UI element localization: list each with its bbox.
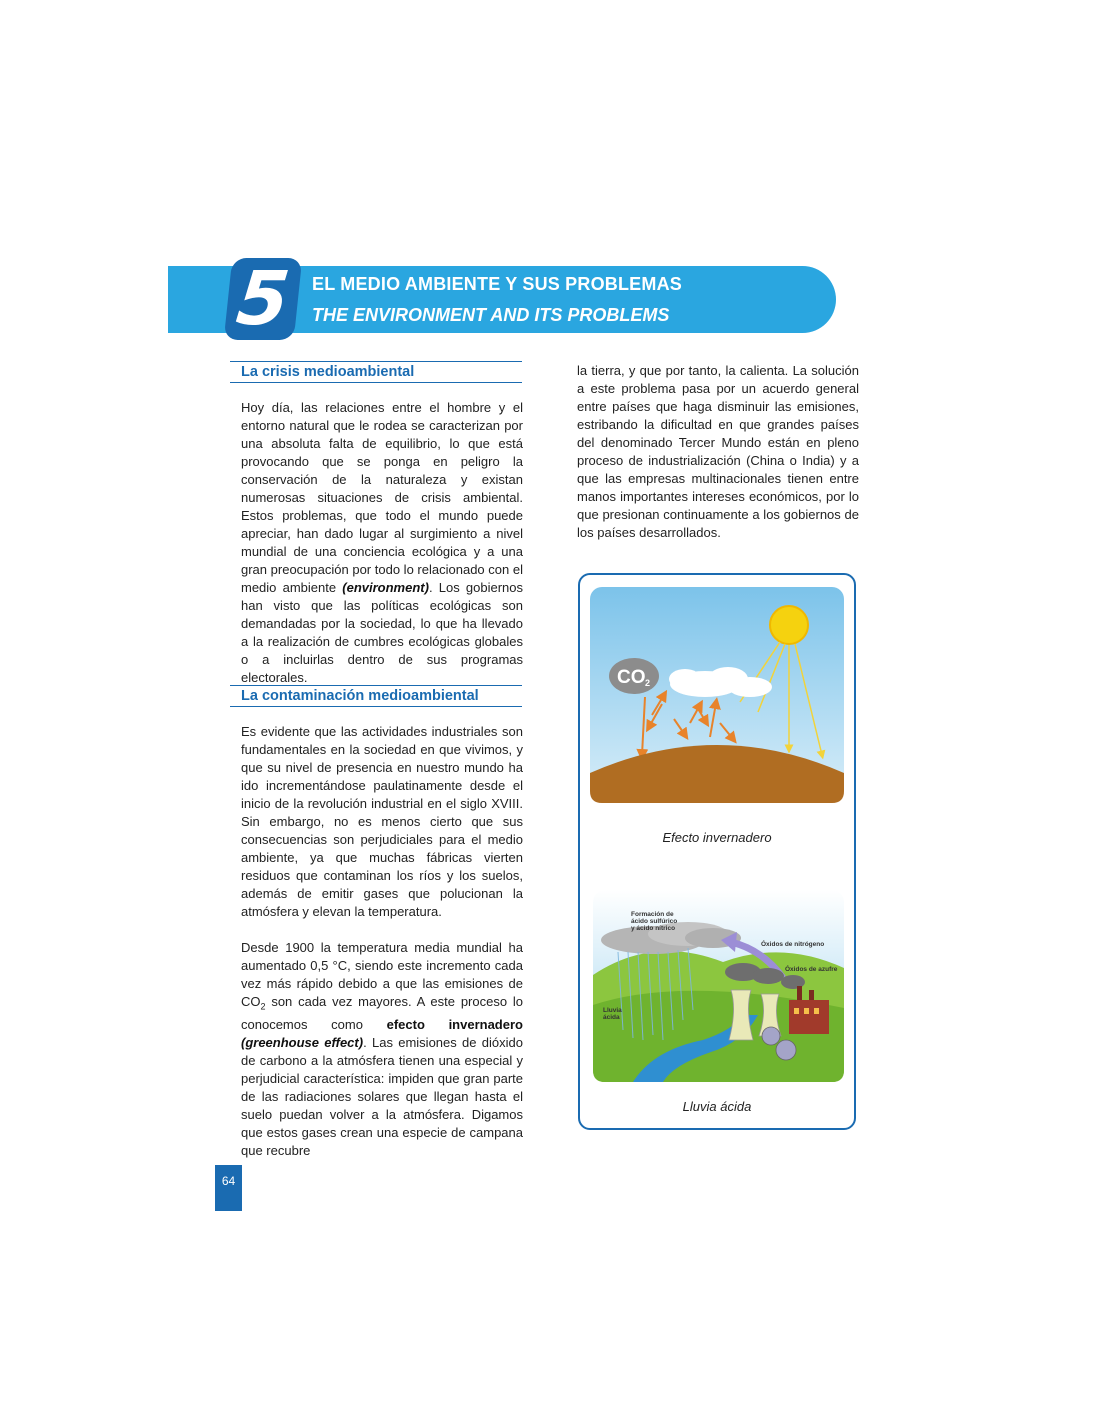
term-greenhouse-es: efecto invernadero: [386, 1016, 523, 1032]
svg-text:2: 2: [645, 678, 651, 688]
chapter-title-es: EL MEDIO AMBIENTE Y SUS PROBLEMAS: [312, 274, 682, 294]
svg-text:Óxidos de nitrógeno: Óxidos de nitrógeno: [761, 941, 825, 948]
svg-text:Lluvia: Lluvia: [603, 1007, 622, 1014]
term-environment: (environment): [342, 580, 429, 595]
paragraph-contamination-2: Desde 1900 la temperatura media mundial ha aumentado 0,5 °C, siendo este incremento cada vez más rápido debido a que las emisiones de $CO_2$ son cada vez mayores. A este proceso lo conocemos como efecto invernadero (greenhouse effect). Las emisiones de dióxido de carbono a la atmósfera tienen una especial y perjudicial característica: impiden que gran parte de las radiaciones solares que llegan hasta el suelo puedan volver a la atmósfera. Digamos que estos gases crean una especie de campana que recubre: [241, 940, 523, 1158]
svg-text:Óxidos de azufre: Óxidos de azufre: [785, 966, 838, 973]
svg-text:Formación de: Formación de: [631, 911, 674, 918]
svg-text:CO: CO: [617, 667, 646, 688]
page-number: 64: [215, 1165, 242, 1211]
chapter-number: 5: [224, 258, 303, 340]
svg-text:ácida: ácida: [603, 1014, 620, 1021]
caption-acid-rain: Lluvia ácida: [682, 1099, 752, 1114]
co2-badge: [609, 658, 659, 694]
section-heading-contamination: La contaminación medioambiental: [230, 685, 522, 707]
paragraph-crisis: Hoy día, las relaciones entre el hombre y el entorno natural que le rodea se caracterizan por una absoluta falta de equilibrio, lo que está provocando que se ponga en peligro la conservación de la naturaleza y existan numerosas situaciones de crisis ambiental. Estos problemas, que todo el mundo puede apreciar, han dado lugar al surgimiento a nivel mundial de una conciencia ecológica y a una gran preocupación por todo lo relacionado con el medio ambiente (environment). Los gobiernos han visto que las políticas ecológicas son demandadas por la sociedad, lo que ha llevado a la realización de cumbres ecológicas globales o a incluirlas dentro de sus programas electorales.: [241, 400, 523, 685]
chapter-title-en: THE ENVIRONMENT AND ITS PROBLEMS: [312, 305, 670, 325]
greenhouse-illustration: [590, 587, 844, 803]
svg-text:y ácido nítrico: y ácido nítrico: [631, 925, 676, 932]
svg-text:ácido sulfúrico: ácido sulfúrico: [631, 918, 678, 925]
caption-greenhouse: Efecto invernadero: [662, 830, 772, 845]
paragraph-contamination-1: Es evidente que las actividades industriales son fundamentales en la sociedad en que vivimos, y que su nivel de presencia en nuestro mundo ha ido incrementándose paulatinamente desde el inicio de la revolución industrial en el siglo XVIII. Sin embargo, no es menos cierto que sus consecuencias son perjudiciales para el medio ambiente, ya que muchas fábricas vierten residuos que contaminan los ríos y los suelos, además de emitir gases que polucionan la atmósfera y elevan la temperatura.: [241, 724, 523, 919]
acid-rain-illustration: [593, 890, 844, 1082]
section-heading-crisis: La crisis medioambiental: [230, 361, 522, 383]
term-greenhouse-en: (greenhouse effect): [241, 1034, 364, 1050]
paragraph-right-column: la tierra, y que por tanto, la calienta. La solución a este problema pasa por un acuerdo general entre países que haga disminuir las emisiones, estribando la dificultad en que grandes países del denominado Tercer Mundo están en pleno proceso de industrialización (China o India) y a que las empresas multinacionales tienen entre manos importantes intereses económicos, por lo que presionan continuamente a los gobiernos de los países desarrollados.: [577, 363, 859, 540]
